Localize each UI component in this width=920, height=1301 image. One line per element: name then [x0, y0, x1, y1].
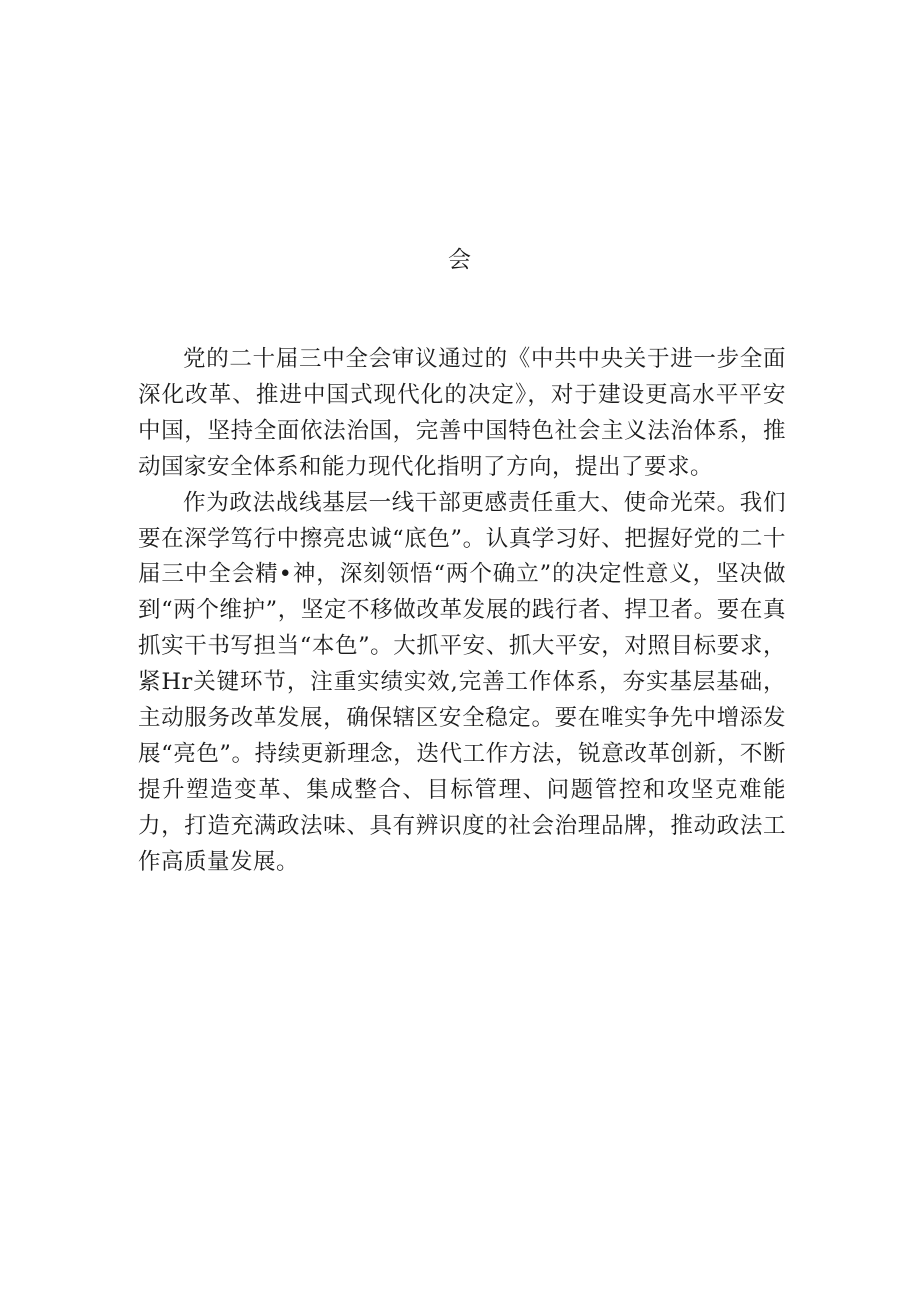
paragraph-2: 作为政法战线基层一线干部更感责任重大、使命光荣。我们要在深学笃行中擦亮忠诚“底色”。认真学习好、把握好党的二十届三中全会精•神，深刻领悟“两个确立”的决定性意义，坚决做到“两个维护”，坚定不移做改革发展的践行者、捍卫者。要在真抓实干书写担当“本色”。大抓平安、抓大平安，对照目标要求，紧Hr关键环节，注重实绩实效,完善工作体系，夯实基层基础，主动服务改革发展，确保辖区安全稳定。要在唯实争先中增添发展“亮色”。持续更新理念，迭代工作方法，锐意改革创新，不断提升塑造变革、集成整合、目标管理、问题管控和攻坚克难能力，打造充满政法味、具有辨识度的社会治理品牌，推动政法工作高质量发展。 [138, 489, 786, 875]
document-heading: 会 [448, 247, 472, 273]
document-body [138, 342, 786, 881]
paragraph-1: 党的二十届三中全会审议通过的《中共中央关于进一步全面深化改革、推进中国式现代化的决定》，对于建设更高水平平安中国，坚持全面依法治国，完善中国特色社会主义法治体系，推动国家安全体系和能力现代化指明了方向，提出了要求。 [138, 346, 786, 480]
